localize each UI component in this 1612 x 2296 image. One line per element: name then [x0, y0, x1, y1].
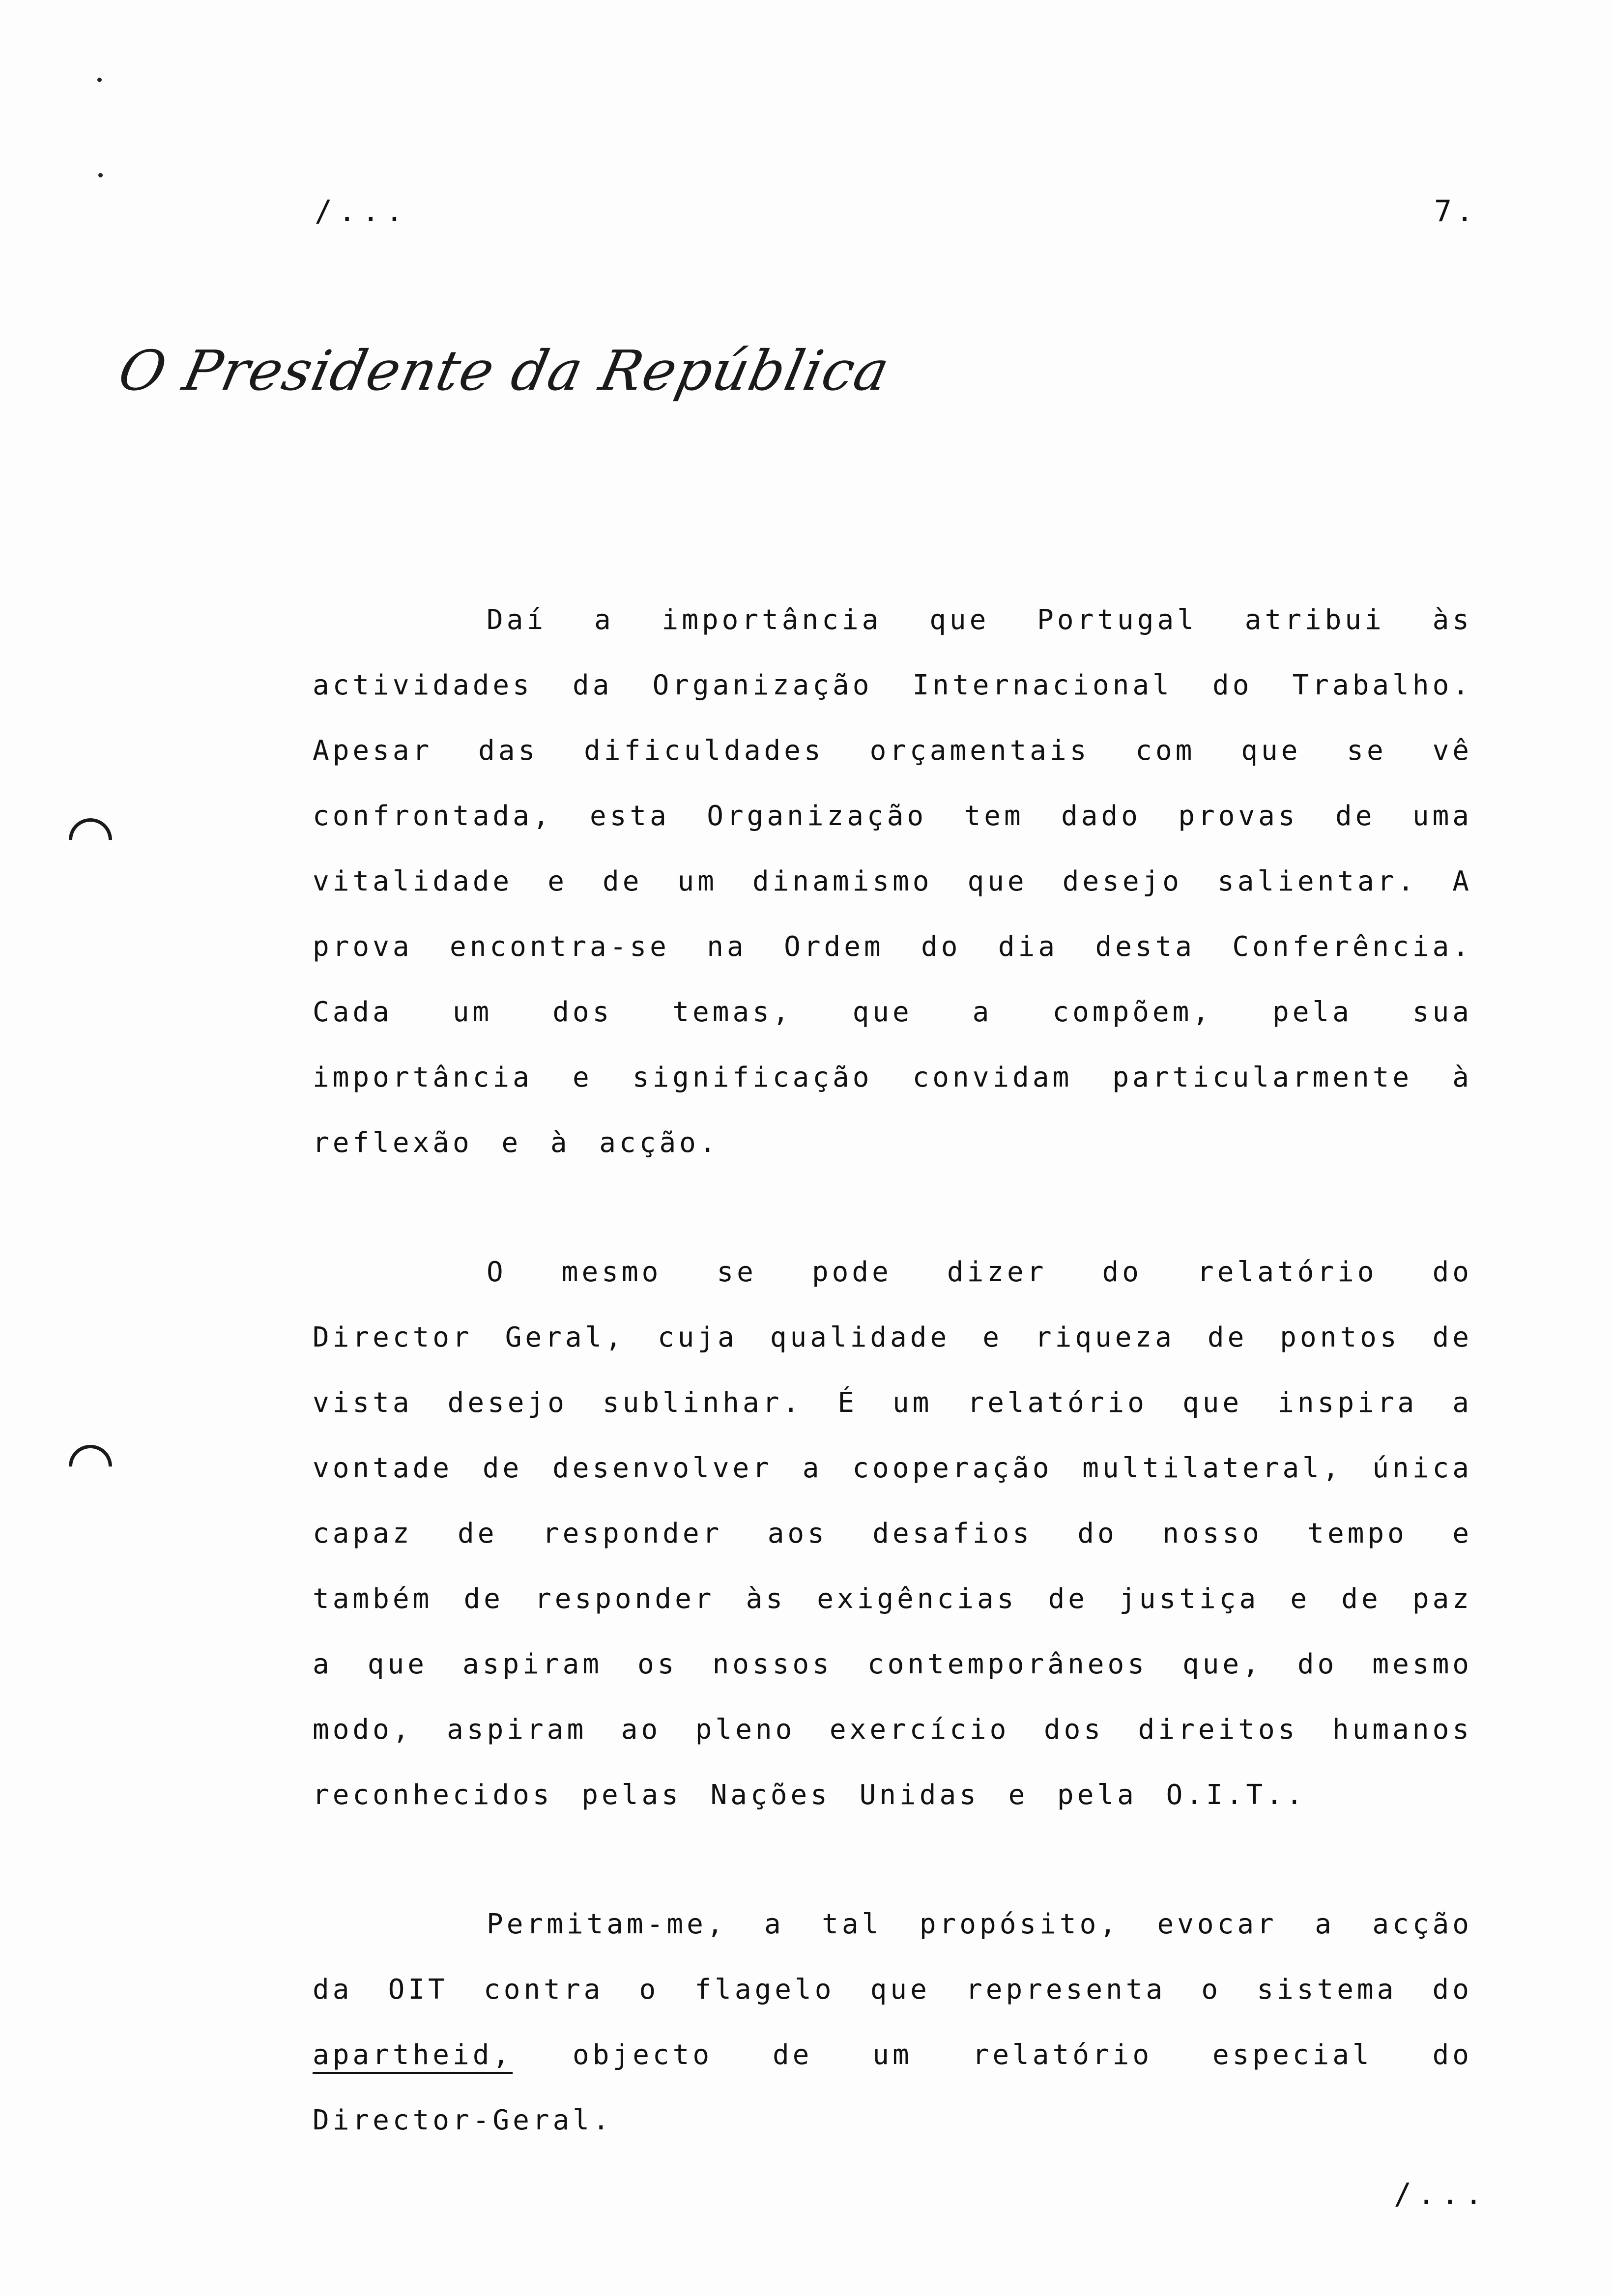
paragraph-3-end: objecto de um relatório especial do Director-Geral. [313, 2039, 1472, 2136]
top-continuation-mark: /... [315, 194, 409, 229]
punch-hole-icon [60, 809, 121, 870]
punch-hole-icon [60, 1436, 121, 1497]
bottom-continuation-mark: /... [1394, 2177, 1489, 2211]
underlined-term-apartheid: apartheid, [313, 2039, 513, 2071]
page-number: 7. [1434, 194, 1478, 229]
letterhead-signature: O Presidente da República [113, 339, 895, 403]
scan-speck [98, 173, 103, 177]
paragraph-1: Daí a importância que Portugal atribui às actividades da Organização Internacional do Trabalho. Apesar das dificuldades orçamentais com que se vê confrontada, esta Organização tem dado provas de uma vitalidade e de um dinamismo que desejo salientar. A prova encontra-se na Ordem do dia desta Conferência. Cada um dos temas, que a compõem, pela sua importância e significação convidam particularmente à reflexão e à acção. [313, 604, 1472, 1159]
paragraph-3 [313, 1892, 1472, 2153]
letter-body [313, 587, 1472, 2153]
paragraph-3-start: Permitam-me, a tal propósito, evocar a acção da OIT contra o flagelo que representa o sistema do [313, 1908, 1472, 2006]
scan-speck [97, 78, 102, 82]
paragraph-2: O mesmo se pode dizer do relatório do Director Geral, cuja qualidade e riqueza de pontos de vista desejo sublinhar. É um relatório que inspira a vontade de desenvolver a cooperação multilateral, única capaz de responder aos desafios do nosso tempo e também de responder às exigências de justiça e de paz a que aspiram os nossos contemporâneos que, do mesmo modo, aspiram ao pleno exercício dos direitos humanos reconhecidos pelas Nações Unidas e pela O.I.T.. [313, 1256, 1472, 1811]
